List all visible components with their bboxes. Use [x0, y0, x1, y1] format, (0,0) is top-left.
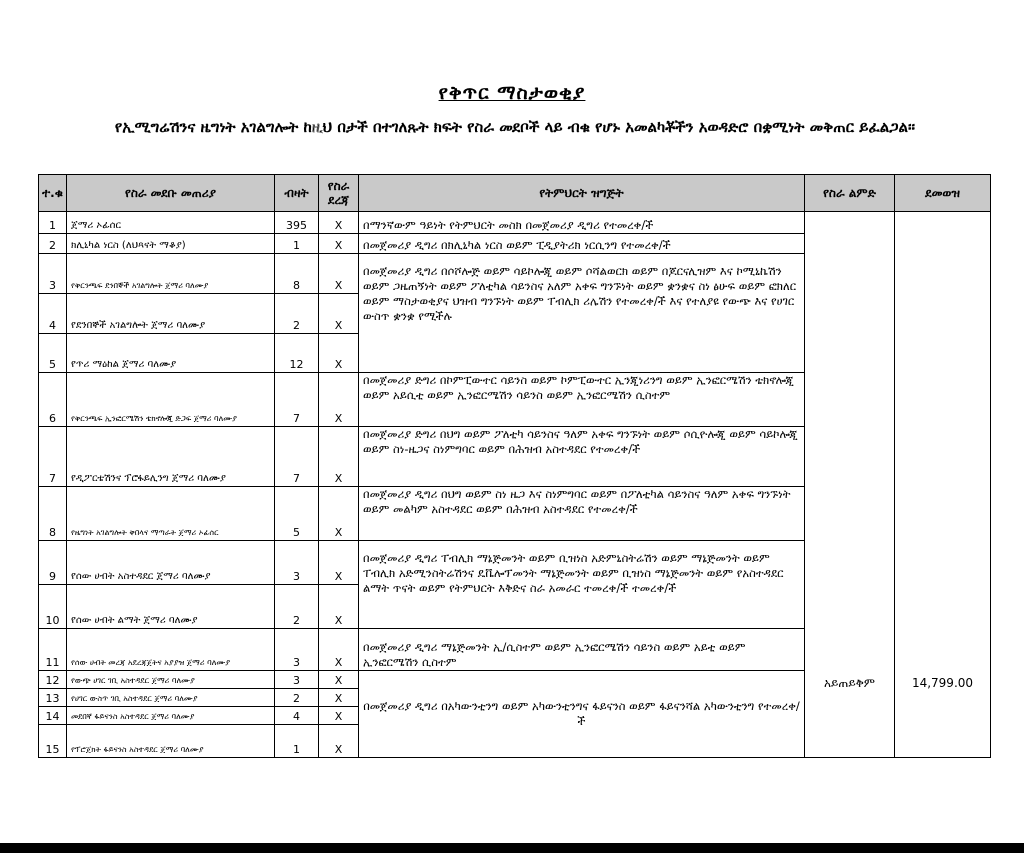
job-title: የሰው ሀብት አስተዳደር ጀማሪ ባለሙያ: [67, 541, 275, 585]
row-number: 12: [39, 671, 67, 689]
row-number: 9: [39, 541, 67, 585]
job-quantity: 12: [275, 334, 319, 373]
education-requirement: በመጀመሪያ ዲግሪ በሶሾሎጅ ወይም ሳይኮሎጂ ወይም ሶሻልወርክ ወይም በጆርናሊዝም እና ኮሚኒኬሽን ወይም ጋዜጠኝነት ወይም ፖለቲካል ሳይንስና አለም አቀፍ ግንኙነት ወይም ቋንቋና ስነ ፅሁፍ ወይም ፎክለር ወይም ማስታወቂያና ህዝብ ግንኙነት ወይም ፐብሊክ ሪሌሽን የተመረቀ/ች እና የተለያዩ የውጭ እና የሀገር ውስጥ ቋንቋ የሚችሉ: [359, 254, 805, 373]
row-number: 3: [39, 254, 67, 294]
job-title: የሀገር ውስጥ ገቢ አስተዳደር ጀማሪ ባለሙያ: [67, 689, 275, 707]
education-requirement: በመጀመሪያ ዲግሪ በአካውንቲንግ ወይም አካውንቲንግና ፋይናንስ ወይም ፋይናንሻል አካውንቲንግ የተመረቀ/ች: [359, 671, 805, 758]
education-requirement: በመጀመሪያ ዲግሪ ማኔጅመንት ኢ/ሲስተም ወይም ኢንፎርሜሽን ሳይንስ ወይም አይቲ ወይም ኢንፎርሜሽን ሲስተም: [359, 629, 805, 671]
job-quantity: 8: [275, 254, 319, 294]
job-title: የፕሮጀክት ፋይናንስ አስተዳደር ጀማሪ ባለሙያ: [67, 725, 275, 758]
row-number: 6: [39, 373, 67, 427]
table-header-row: [39, 175, 991, 212]
job-quantity: 2: [275, 294, 319, 334]
job-level: X: [319, 585, 359, 629]
job-quantity: 7: [275, 373, 319, 427]
job-level: X: [319, 234, 359, 254]
job-title: የውጭ ሀገር ገቢ አስተዳደር ጀማሪ ባለሙያ: [67, 671, 275, 689]
job-quantity: 1: [275, 234, 319, 254]
row-number: 8: [39, 487, 67, 541]
row-number: 7: [39, 427, 67, 487]
row-number: 13: [39, 689, 67, 707]
header-experience: የስራ ልምድ: [805, 175, 895, 212]
job-title: የቅርንጫፍ ኢንፎርሜሽን ቴክኖሎጂ ድጋፍ ጀማሪ ባለሙያ: [67, 373, 275, 427]
job-title: የቅርንጫፍ ደንበኞች አገልግሎት ጀማሪ ባለሙያ: [67, 254, 275, 294]
job-level: X: [319, 254, 359, 294]
education-requirement: በማንኛውም ዓይነት የትምህርት መስክ በመጀመሪያ ዲግሪ የተመረቀ/ች: [359, 212, 805, 234]
job-title: የጥሪ ማዕከል ጀማሪ ባለሙያ: [67, 334, 275, 373]
header-title: የስራ መደቡ መጠሪያ: [67, 175, 275, 212]
bottom-black-bar: [0, 843, 1024, 853]
header-level: የስራ ደረጃ: [319, 175, 359, 212]
header-no: ተ.ቁ: [39, 175, 67, 212]
job-level: X: [319, 671, 359, 689]
header-salary: ደመወዝ: [895, 175, 991, 212]
education-requirement: በመጀመሪያ ዲግሪ ፐብሊክ ማኔጅመንት ወይም ቢዝነስ አድምኒስትሬሽን ወይም ማኔጅመንት ወይም ፐብሊክ አድሚንስትሬሽንና ዴቬሎፕመንት ማኔጅመንት ወይም ቢዝነስ ማኔጅመንት ወይም የአስተዳደር ልማት ጥናት ወይም የትምህርት እቅድና ስራ አመራር ተመረቀ/ች ተመረቀ/ች: [359, 541, 805, 629]
job-level: X: [319, 689, 359, 707]
job-quantity: 3: [275, 629, 319, 671]
header-qty: ብዛት: [275, 175, 319, 212]
row-number: 2: [39, 234, 67, 254]
job-level: X: [319, 373, 359, 427]
page-title: የቅጥር ማስታወቂያ: [438, 82, 586, 104]
announcement-subtitle: የኢሚግሬሽንና ዜግነት አገልግሎት ከዚህ በታች በተገለጹት ክፍት የስራ መደቦች ላይ ብቁ የሆኑ አመልካቾችን አወዳድሮ በቋሚነት መቅጠር ይፈልጋል፡፡: [114, 118, 916, 136]
job-title: ጀማሪ ኦፊሰር: [67, 212, 275, 234]
job-quantity: 395: [275, 212, 319, 234]
row-number: 10: [39, 585, 67, 629]
job-level: X: [319, 294, 359, 334]
job-quantity: 3: [275, 671, 319, 689]
job-title: የሰው ሀብት መረጃ አደረጃጀትና አያያዝ ጀማሪ ባለሙያ: [67, 629, 275, 671]
row-number: 1: [39, 212, 67, 234]
row-number: 11: [39, 629, 67, 671]
experience-requirement: አይጠይቅም: [805, 212, 895, 758]
job-level: X: [319, 707, 359, 725]
job-quantity: 1: [275, 725, 319, 758]
job-level: X: [319, 629, 359, 671]
job-quantity: 7: [275, 427, 319, 487]
job-title: የዜግነት አገልግሎት ቅበላና ማጣራት ጀማሪ ኦፊሰር: [67, 487, 275, 541]
job-quantity: 2: [275, 689, 319, 707]
row-number: 14: [39, 707, 67, 725]
salary-value: 14,799.00: [895, 212, 991, 758]
education-requirement: በመጀመሪያ ዲግሪ በክሊኒካል ነርስ ወይም ፒዲያትሪክ ነርሲንግ የተመረቀ/ች: [359, 234, 805, 254]
row-number: 15: [39, 725, 67, 758]
job-title: የዲፖርቴሽንና ፕሮፋይሊንግ ጀማሪ ባለሙያ: [67, 427, 275, 487]
job-level: X: [319, 334, 359, 373]
education-requirement: በመጀመሪያ ድግሪ በህግ ወይም ፖለቲካ ሳይንስና ዓለም አቀፍ ግንኙነት ወይም ሶሲዮሎጂ ወይም ሳይኮሎጂ ወይም ስነ-ዜጋና ስነምግባር ወይም በሕዝብ አስተዳደር የተመረቀ/ች: [359, 427, 805, 487]
job-level: X: [319, 541, 359, 585]
header-education: የትምህርት ዝግጅት: [359, 175, 805, 212]
education-requirement: በመጀመሪያ ድግሪ በኮምፒውተር ሳይንስ ወይም ኮምፒውተር ኢንጂነሪንግ ወይም ኢንፎርሜሽን ቴክኖሎጂ ወይም አይሲቲ ወይም ኢንፎርሜሽን ሳይንስ ወይም ኢንፎርሜሽን ሲስተም: [359, 373, 805, 427]
job-title: የሰው ሀብት ልማት ጀማሪ ባለሙያ: [67, 585, 275, 629]
job-quantity: 5: [275, 487, 319, 541]
education-requirement: በመጀመሪያ ዲግሪ በህግ ወይም ስነ ዜጋ እና ስነምግባር ወይም በፖለቲካል ሳይንስና ዓለም አቀፍ ግንኙነት ወይም መልካም አስተዳደር ወይም በሕዝብ አስተዳደር የተመረቀ/ች: [359, 487, 805, 541]
job-level: X: [319, 487, 359, 541]
row-number: 5: [39, 334, 67, 373]
job-level: X: [319, 427, 359, 487]
job-quantity: 2: [275, 585, 319, 629]
job-quantity: 4: [275, 707, 319, 725]
job-title: የደንበኞች አገልግሎት ጀማሪ ባለሙያ: [67, 294, 275, 334]
job-quantity: 3: [275, 541, 319, 585]
job-level: X: [319, 212, 359, 234]
row-number: 4: [39, 294, 67, 334]
job-title: መደበኛ ፋይናንስ አስተዳደር ጀማሪ ባለሙያ: [67, 707, 275, 725]
job-title: ክሊኒካል ነርስ (ለህጻናት ማቆያ): [67, 234, 275, 254]
job-level: X: [319, 725, 359, 758]
vacancy-table: [38, 174, 991, 758]
table-row: [39, 212, 991, 234]
